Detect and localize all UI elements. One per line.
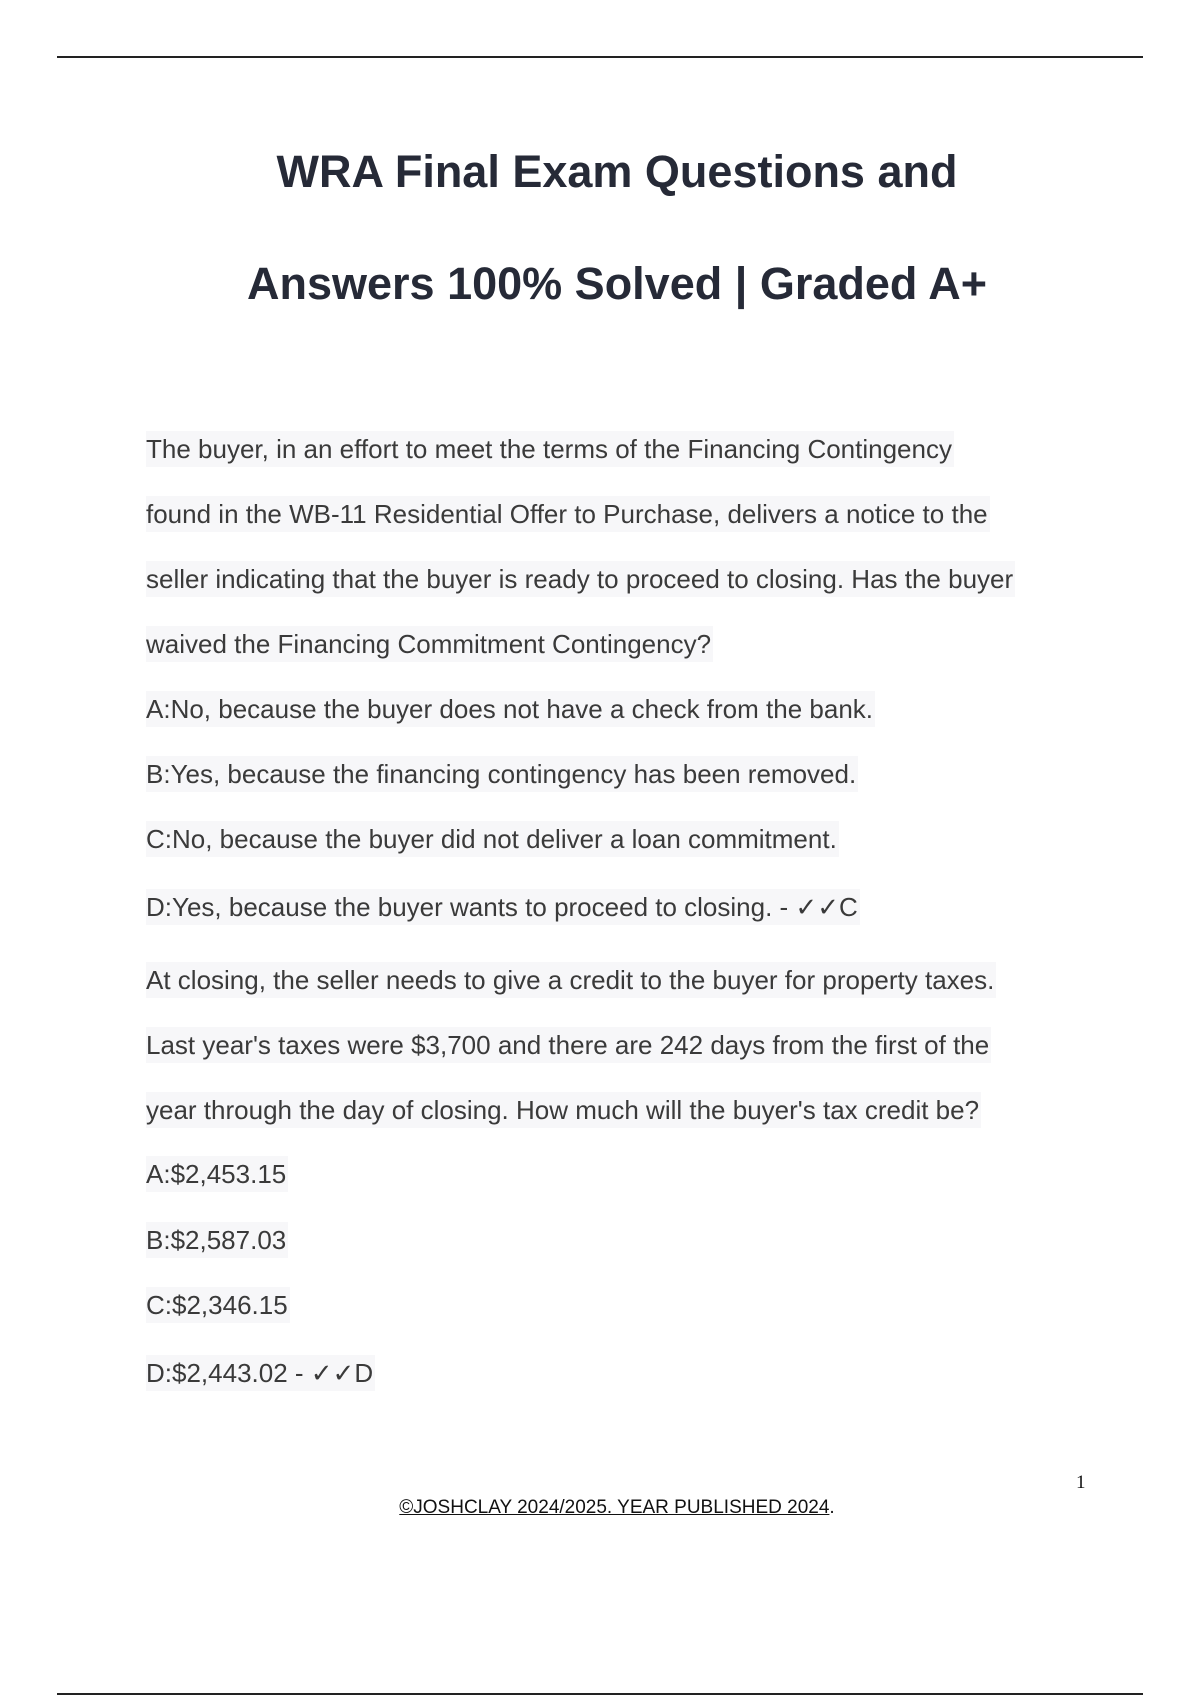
bottom-rule xyxy=(57,1693,1143,1695)
question-1-option-a: A:No, because the buyer does not have a check from the bank. xyxy=(146,691,875,727)
question-2-option-a: A:$2,453.15 xyxy=(146,1156,288,1192)
question-2-option-b: B:$2,587.03 xyxy=(146,1222,288,1258)
question-1-option-d-answer: D:Yes, because the buyer wants to proceed to closing. - ✓✓C xyxy=(146,889,860,925)
top-rule xyxy=(57,56,1143,58)
question-1-option-c: C:No, because the buyer did not deliver a loan commitment. xyxy=(146,821,839,857)
copyright-text: ©JOSHCLAY 2024/2025. YEAR PUBLISHED 2024 xyxy=(399,1497,830,1518)
question-2-option-d-answer: D:$2,443.02 - ✓✓D xyxy=(146,1355,375,1391)
question-1-line-4: waived the Financing Commitment Contingency? xyxy=(146,626,713,662)
question-1-line-1: The buyer, in an effort to meet the terms of the Financing Contingency xyxy=(146,431,954,467)
question-2-line-3: year through the day of closing. How much will the buyer's tax credit be? xyxy=(146,1092,981,1128)
document-title-line-1: WRA Final Exam Questions and xyxy=(276,146,958,197)
question-2-option-c: C:$2,346.15 xyxy=(146,1287,290,1323)
copyright-period: . xyxy=(829,1497,835,1518)
question-2-line-1: At closing, the seller needs to give a credit to the buyer for property taxes. xyxy=(146,962,996,998)
question-1-option-b: B:Yes, because the financing contingency has been removed. xyxy=(146,756,858,792)
question-1-line-2: found in the WB-11 Residential Offer to Purchase, delivers a notice to the xyxy=(146,496,990,532)
question-2-line-2: Last year's taxes were $3,700 and there are 242 days from the first of the xyxy=(146,1027,991,1063)
question-1-line-3: seller indicating that the buyer is ready to proceed to closing. Has the buyer xyxy=(146,561,1015,597)
copyright-footer xyxy=(0,1497,1200,1519)
document-title-line-2: Answers 100% Solved | Graded A+ xyxy=(247,258,987,309)
page-number: 1 xyxy=(1076,1472,1086,1493)
